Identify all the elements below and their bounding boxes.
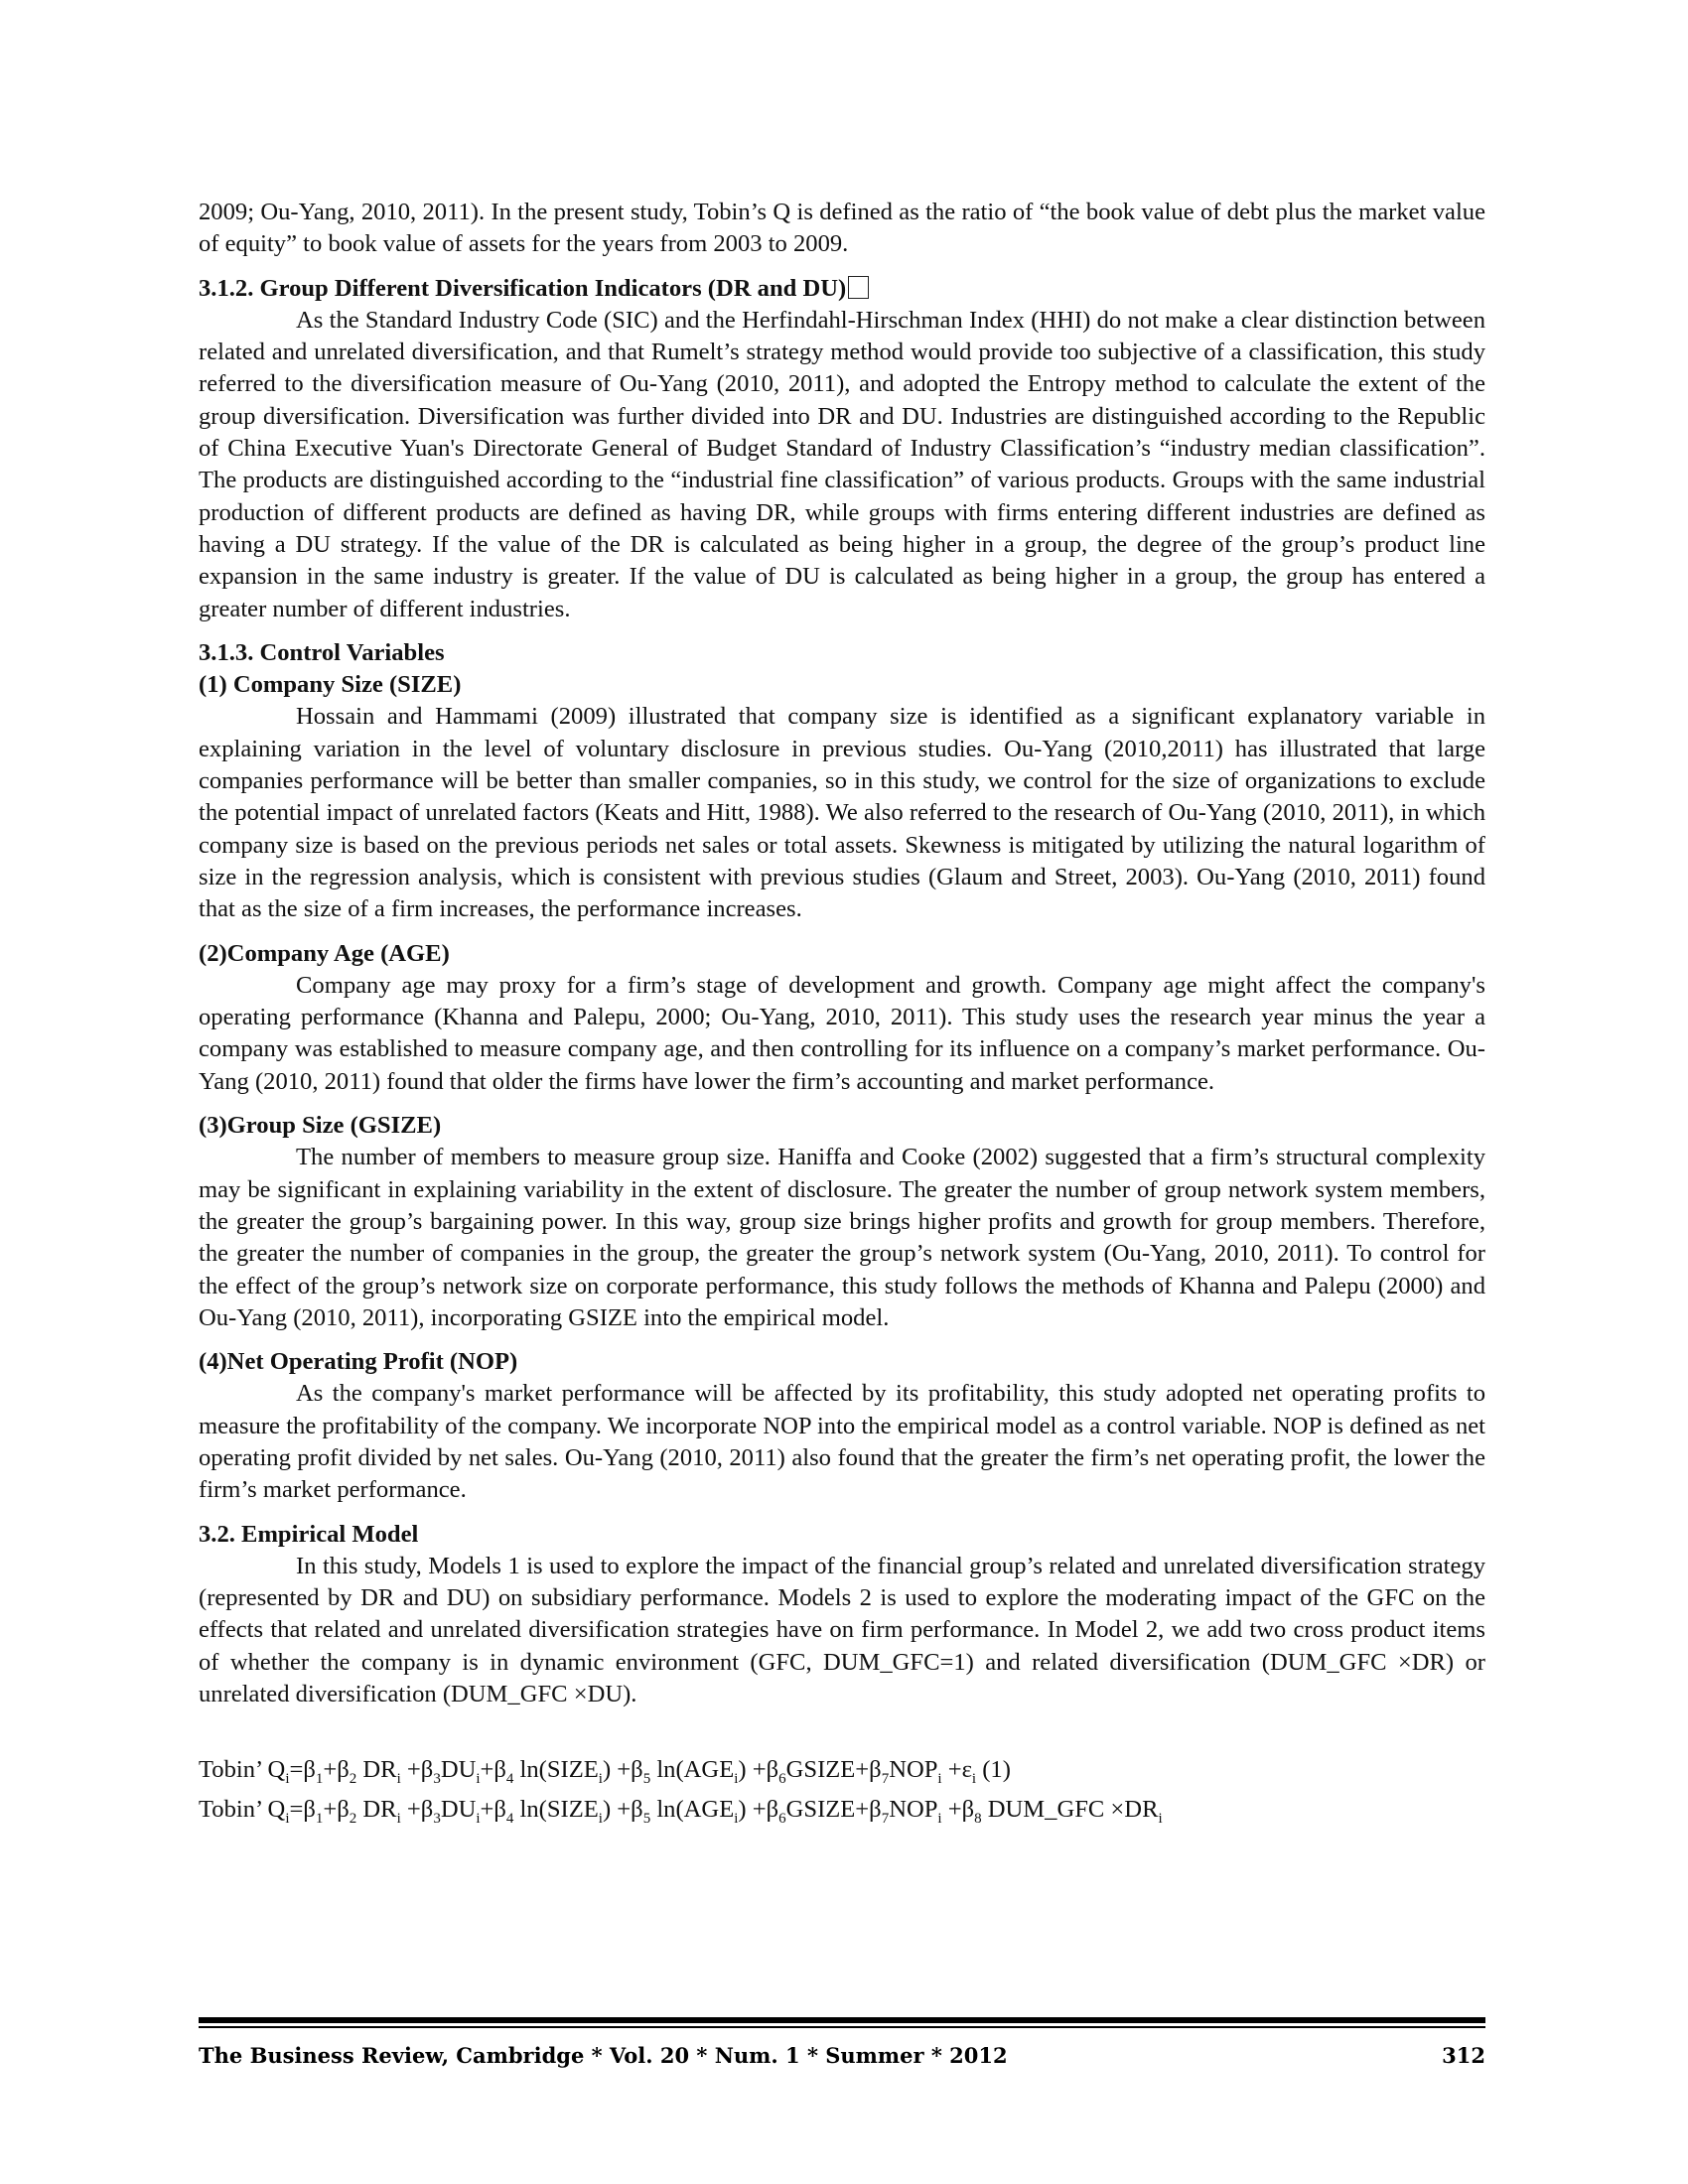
equation-term: Tobin’ Q: [199, 1796, 286, 1824]
page-number: 312: [1442, 2043, 1485, 2068]
equation-term: ln(SIZE: [513, 1796, 599, 1824]
section-heading-3-1-2: 3.1.2. Group Different Diversification Indicators (DR and DU): [199, 273, 1485, 305]
equation-term: Tobin’ Q: [199, 1756, 286, 1784]
equation-subscript: 5: [642, 1811, 651, 1828]
equation-subscript: i: [396, 1811, 401, 1828]
paragraph-3-2: In this study, Models 1 is used to explore the impact of the financial group’s related and unrelated diversification strategy (represented by DR and DU) on subsidiary performance. Models 2 is used to explore the moderating impact of the GFC on the effects that related and unrelated diversification strategies have on firm performance. In Model 2, we add two cross product items of whether the company is in dynamic environment (GFC, DUM_GFC=1) and related diversification (DUM_GFC ×DR) or unrelated diversification (DUM_GFC ×DU).: [199, 1552, 1485, 1708]
equation-term: =β: [289, 1796, 316, 1824]
equation-subscript: 1: [315, 1771, 324, 1788]
equation-term: GSIZE+β: [785, 1756, 882, 1784]
equation-term: +β: [400, 1756, 434, 1784]
equation-subscript: i: [598, 1811, 603, 1828]
equation-term: +β: [480, 1756, 506, 1784]
equation-subscript: 7: [881, 1811, 890, 1828]
subheading-group-size: (3)Group Size (GSIZE): [199, 1112, 442, 1140]
equation-subscript: i: [1158, 1811, 1163, 1828]
equations: [199, 1750, 1485, 1830]
equation-term: ln(SIZE: [513, 1756, 599, 1784]
equation-term: +β: [323, 1756, 350, 1784]
paragraph-net-operating-profit: As the company's market performance will be affected by its profitability, this study adopted net operating profits to measure the profitability of the company. We incorporate NOP into the empirical model as a control variable. NOP is defined as net operating profit divided by net sales. Ou-Yang (2010, 2011) also found that the greater the firm’s net operating profit, the lower the firm’s market performance.: [199, 1380, 1485, 1504]
equation-subscript: 2: [349, 1771, 357, 1788]
equation-subscript: i: [476, 1771, 481, 1788]
equation-subscript: 8: [974, 1811, 982, 1828]
section-heading-3-2: 3.2. Empirical Model: [199, 1520, 419, 1548]
section-heading-3-1-3: 3.1.3. Control Variables: [199, 638, 445, 666]
equation-subscript: 7: [881, 1771, 890, 1788]
page-body: [199, 197, 1485, 1830]
equation-subscript: 6: [778, 1771, 786, 1788]
equation-term: ) +β: [602, 1796, 643, 1824]
equation-term: DU: [440, 1796, 477, 1824]
equation-term: DUM_GFC ×DR: [981, 1796, 1159, 1824]
equation-term: (1): [976, 1756, 1011, 1784]
equation-2: [199, 1790, 1485, 1830]
equation-term: +β: [941, 1796, 975, 1824]
equation-subscript: 4: [505, 1811, 514, 1828]
equation-subscript: 4: [505, 1771, 514, 1788]
equation-term: NOP: [889, 1756, 938, 1784]
equation-term: +β: [400, 1796, 434, 1824]
paragraph-3-1-2: As the Standard Industry Code (SIC) and the Herfindahl-Hirschman Index (HHI) do not make a clear distinction between related and unrelated diversification, and that Rumelt’s strategy method would provide too subjective of a classification, this study referred to the diversification measure of Ou-Yang (2010, 2011), and adopted the Entropy method to calculate the extent of the group diversification. Diversification was further divided into DR and DU. Industries are distinguished according to the Republic of China Executive Yuan's Directorate General of Budget Standard of Industry Classification’s “industry median classification”. The products are distinguished according to the “industrial fine classification” of various products. Groups with the same industrial production of different products are defined as having DR, while groups with firms entering different industries are defined as having a DU strategy. If the value of the DR is calculated as being higher in a group, the degree of the group’s product line expansion in the same industry is greater. If the value of DU is calculated as being higher in a group, the group has entered a greater number of different industries.: [199, 306, 1485, 622]
equation-subscript: i: [937, 1771, 942, 1788]
equation-subscript: i: [285, 1771, 290, 1788]
equation-term: +β: [480, 1796, 506, 1824]
equation-subscript: 3: [433, 1811, 441, 1828]
equation-term: DR: [356, 1756, 397, 1784]
equation-term: ) +β: [602, 1756, 643, 1784]
equation-subscript: 1: [315, 1811, 324, 1828]
equation-subscript: 3: [433, 1771, 441, 1788]
equation-subscript: i: [971, 1771, 977, 1788]
equation-term: ) +β: [738, 1796, 779, 1824]
equation-subscript: i: [285, 1811, 290, 1828]
equation-term: DU: [440, 1756, 477, 1784]
equation-subscript: 5: [642, 1771, 651, 1788]
paragraph-company-size: Hossain and Hammami (2009) illustrated that company size is identified as a significant explanatory variable in explaining variation in the level of voluntary disclosure in previous studies. Ou-Yang (2010,2011) has illustrated that large companies performance will be better than smaller companies, so in this study, we control for the size of organizations to exclude the potential impact of unrelated factors (Keats and Hitt, 1988). We also referred to the research of Ou-Yang (2010, 2011), in which company size is based on the previous periods net sales or total assets. Skewness is mitigated by utilizing the natural logarithm of size in the regression analysis, which is consistent with previous studies (Glaum and Street, 2003). Ou-Yang (2010, 2011) found that as the size of a firm increases, the performance increases.: [199, 703, 1485, 923]
equation-subscript: 6: [778, 1811, 786, 1828]
subheading-company-size: (1) Company Size (SIZE): [199, 671, 462, 699]
paragraph-group-size: The number of members to measure group size. Haniffa and Cooke (2002) suggested that a firm’s structural complexity may be significant in explaining variability in the extent of disclosure. The greater the number of group network system members, the greater the group’s bargaining power. In this way, group size brings higher profits and growth for group members. Therefore, the greater the number of companies in the group, the greater the group’s network system (Ou-Yang, 2010, 2011). To control for the effect of the group’s network size on corporate performance, this study follows the methods of Khanna and Palepu (2000) and Ou-Yang (2010, 2011), incorporating GSIZE into the empirical model.: [199, 1144, 1485, 1331]
equation-term: DR: [356, 1796, 397, 1824]
subheading-net-operating-profit: (4)Net Operating Profit (NOP): [199, 1348, 518, 1376]
equation-term: ) +β: [738, 1756, 779, 1784]
equation-term: ln(AGE: [650, 1756, 735, 1784]
equation-term: =β: [289, 1756, 316, 1784]
equation-term: +β: [323, 1796, 350, 1824]
equation-subscript: i: [937, 1811, 942, 1828]
subheading-company-age: (2)Company Age (AGE): [199, 939, 450, 967]
equation-subscript: i: [734, 1811, 739, 1828]
page-footer: [199, 2039, 1485, 2073]
footer-rule-thick: [199, 2017, 1485, 2023]
paragraph-company-age: Company age may proxy for a firm’s stage of development and growth. Company age might affect the company's operating performance (Khanna and Palepu, 2000; Ou-Yang, 2010, 2011). This study uses the research year minus the year a company was established to measure company age, and then controlling for its influence on a company’s market performance. Ou-Yang (2010, 2011) found that older the firms have lower the firm’s accounting and market performance.: [199, 971, 1485, 1095]
footer-rule-thin: [199, 2026, 1485, 2028]
equation-term: ln(AGE: [650, 1796, 735, 1824]
footer-journal: The Business Review, Cambridge * Vol. 20 * Num. 1 * Summer * 2012: [199, 2043, 1008, 2068]
equation-term: NOP: [889, 1796, 938, 1824]
equation-subscript: i: [598, 1771, 603, 1788]
equation-1: [199, 1750, 1485, 1790]
equation-term: GSIZE+β: [785, 1796, 882, 1824]
intro-paragraph: 2009; Ou-Yang, 2010, 2011). In the present study, Tobin’s Q is defined as the ratio of “the book value of debt plus the market value of equity” to book value of assets for the years from 2003 to 2009.: [199, 199, 1485, 258]
equation-subscript: 2: [349, 1811, 357, 1828]
equation-subscript: i: [734, 1771, 739, 1788]
equation-term: +ε: [941, 1756, 972, 1784]
missing-glyph-box-icon: [848, 276, 869, 299]
equation-subscript: i: [476, 1811, 481, 1828]
equation-subscript: i: [396, 1771, 401, 1788]
